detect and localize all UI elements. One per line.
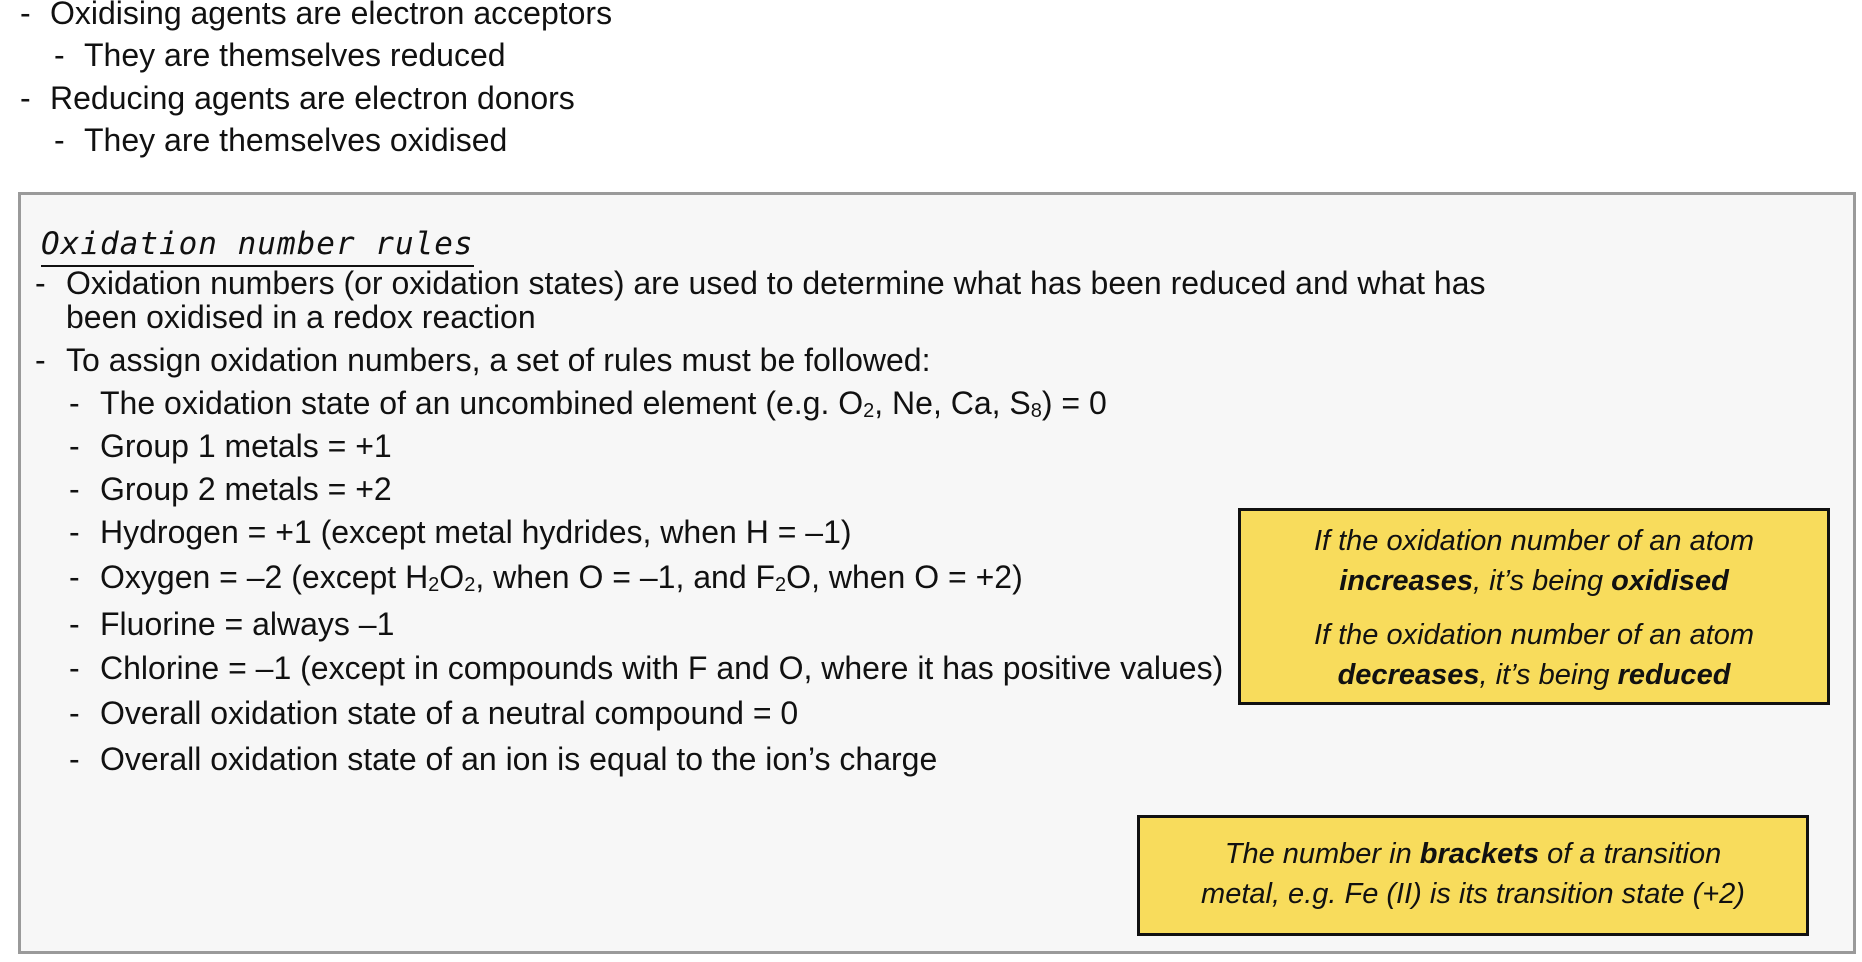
rule-fluorine: Fluorine = always –1 (100, 606, 395, 642)
transition-metal-note-box (1137, 815, 1809, 936)
note-line: The number in brackets of a transition (1224, 838, 1722, 870)
rule-oxygen: Oxygen = –2 (except $H_2O_2$, when O = –1, and $F_2O$, when O = +2) (100, 559, 1023, 596)
list-item: Oxidation numbers (or oxidation states) are used to determine what has been reduced and what has (66, 265, 1486, 301)
bullet-dash: - (69, 514, 80, 550)
rule-group1: Group 1 metals = +1 (100, 428, 392, 464)
bullet-dash: - (69, 471, 80, 507)
bullet-dash: - (20, 0, 31, 31)
bullet-dash: - (69, 559, 80, 595)
section-heading: Oxidation number rules (41, 225, 474, 267)
rule-neutral-compound: Overall oxidation state of a neutral compound = 0 (100, 695, 799, 731)
bullet-dash: - (54, 37, 65, 73)
bullet-dash: - (69, 695, 80, 731)
list-item: They are themselves oxidised (84, 122, 508, 158)
list-item: They are themselves reduced (84, 37, 506, 73)
bullet-dash: - (69, 428, 80, 464)
bullet-dash: - (69, 385, 80, 421)
bullet-dash: - (20, 80, 31, 116)
list-item: Oxidising agents are electron acceptors (50, 0, 613, 31)
note-line: If the oxidation number of an atom (1313, 619, 1755, 651)
rules-panel (18, 192, 1856, 954)
note-line: decreases, it’s being reduced (1337, 659, 1731, 691)
note-line: If the oxidation number of an atom (1313, 525, 1755, 557)
rule-hydrogen: Hydrogen = +1 (except metal hydrides, when H = –1) (100, 514, 852, 550)
rule-uncombined: The oxidation state of an uncombined element (e.g. $O_2$, Ne, Ca, $S_8) = 0$ (100, 385, 1107, 422)
list-item: Reducing agents are electron donors (50, 80, 575, 116)
bullet-dash: - (69, 650, 80, 686)
list-item: To assign oxidation numbers, a set of rules must be followed: (66, 342, 931, 378)
note-line: metal, e.g. Fe (II) is its transition state (+2) (1201, 878, 1745, 910)
rule-ion: Overall oxidation state of an ion is equal to the ion’s charge (100, 741, 938, 777)
bullet-dash: - (69, 606, 80, 642)
bullet-dash: - (35, 265, 46, 301)
note-line: increases, it’s being oxidised (1339, 565, 1729, 597)
bullet-dash: - (54, 122, 65, 158)
bullet-dash: - (35, 342, 46, 378)
bullet-dash: - (69, 741, 80, 777)
rule-group2: Group 2 metals = +2 (100, 471, 392, 507)
oxidation-note-box (1238, 508, 1830, 705)
rule-chlorine: Chlorine = –1 (except in compounds with F and O, where it has positive values) (100, 650, 1224, 686)
list-item-continuation: been oxidised in a redox reaction (66, 299, 536, 335)
